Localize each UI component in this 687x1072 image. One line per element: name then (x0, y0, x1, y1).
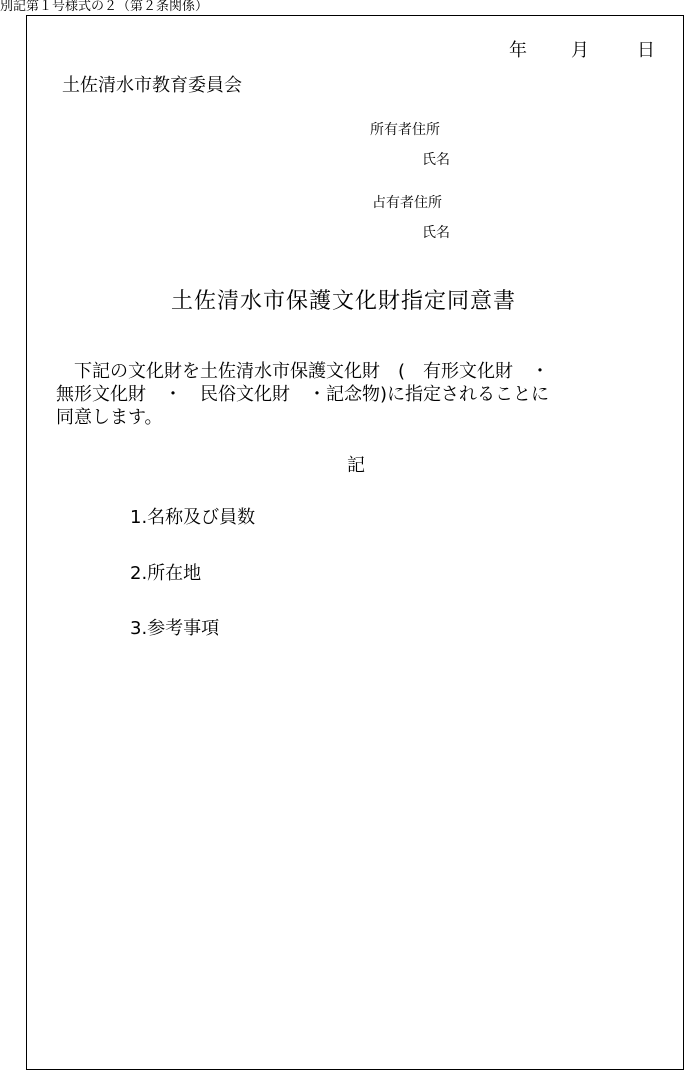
document-title: 土佐清水市保護文化財指定同意書 (170, 289, 516, 314)
date-day: 日 (637, 40, 655, 61)
item-name-and-quantity: 1.名称及び員数 (130, 507, 256, 528)
date-year: 年 (509, 40, 527, 61)
owner-address-label: 所有者住所 (370, 122, 440, 138)
consent-body-line-3: 同意します。 (56, 407, 163, 428)
addressee: 土佐清水市教育委員会 (62, 75, 242, 96)
document-frame (26, 15, 684, 1070)
date-line (509, 39, 659, 63)
date-month: 月 (571, 40, 589, 61)
item-reference-notes: 3.参考事項 (130, 618, 220, 639)
form-number-label: 別記第１号様式の２（第２条関係） (0, 0, 209, 14)
possessor-address-label: 占有者住所 (372, 195, 442, 211)
consent-body-line-2: 無形文化財 ・ 民俗文化財 ・記念物)に指定されることに (56, 384, 550, 405)
consent-body (56, 360, 662, 429)
owner-name-label: 氏名 (422, 152, 450, 168)
consent-body-line-1: 下記の文化財を土佐清水市保護文化財 ( 有形文化財 ・ (56, 361, 550, 382)
item-location: 2.所在地 (130, 563, 202, 584)
ki-heading: 記 (347, 455, 365, 476)
possessor-name-label: 氏名 (422, 225, 450, 241)
